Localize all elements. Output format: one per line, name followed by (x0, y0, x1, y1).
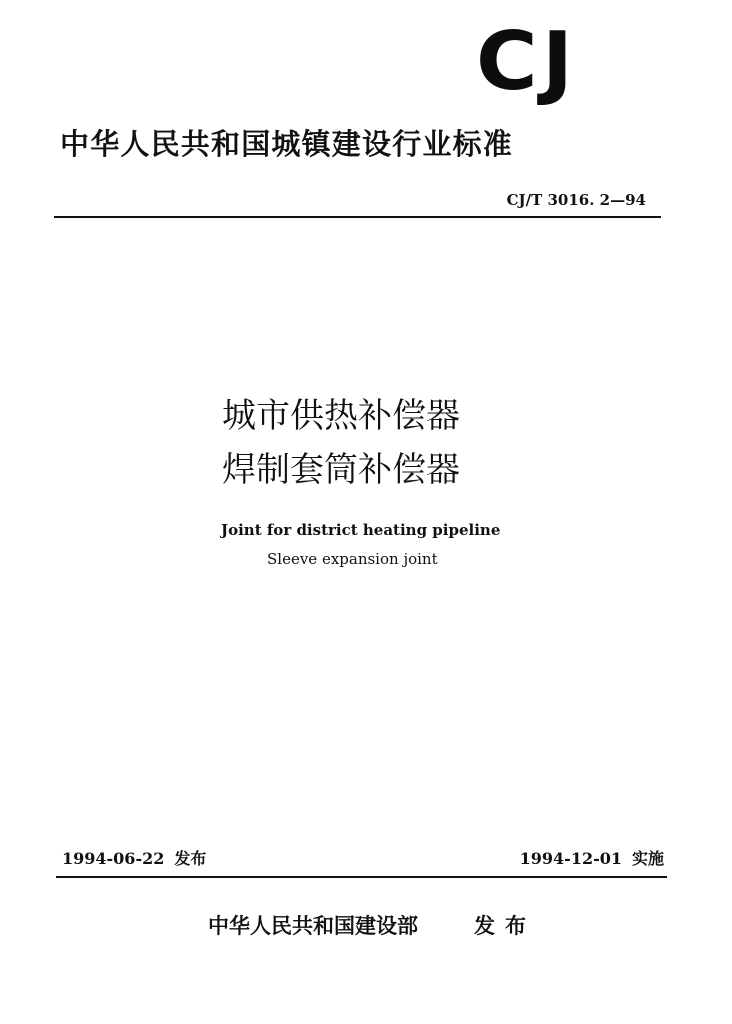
title-en-line2: Sleeve expansion joint (267, 550, 438, 568)
title-cn-line1: 城市供热补偿器 (222, 396, 460, 436)
top-rule (54, 216, 661, 218)
header-title: 中华人民共和国城镇建设行业标准 (60, 127, 514, 161)
title-en-line1: Joint for district heating pipeline (221, 521, 501, 539)
effective-date: 1994-12-01 (519, 849, 622, 868)
bottom-rule (56, 876, 667, 878)
issue-label: 发布 (174, 849, 207, 868)
issue-date-block (62, 848, 206, 870)
effective-date-block (520, 848, 664, 870)
title-cn-line2: 焊制套筒补偿器 (222, 450, 460, 490)
issue-date: 1994-06-22 (62, 849, 165, 868)
effective-label: 实施 (631, 849, 664, 868)
publisher: 中华人民共和国建设部 (208, 914, 418, 938)
publish-label: 发布 (474, 914, 536, 938)
cj-logo: CJ (476, 15, 578, 108)
standard-number: CJ/T 3016. 2—94 (506, 191, 646, 209)
